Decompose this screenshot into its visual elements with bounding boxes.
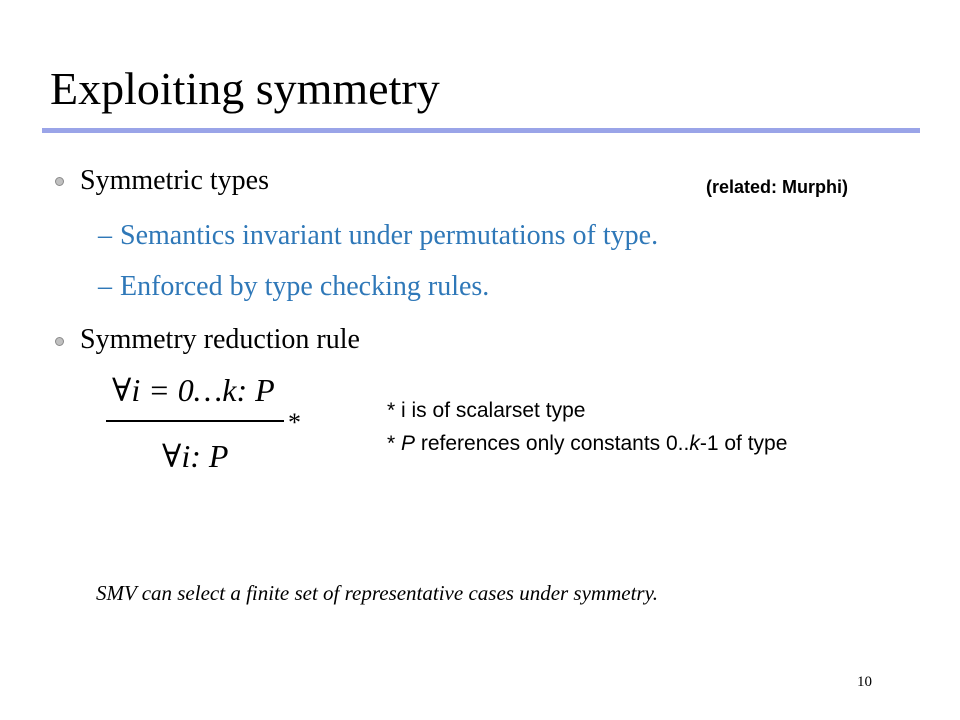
note-text: i is of scalarset type	[401, 399, 586, 422]
slide-title: Exploiting symmetry	[50, 63, 440, 114]
rule-marker: *	[288, 408, 301, 437]
forall-symbol: ∀	[112, 372, 132, 408]
note-var-k: k	[689, 432, 700, 455]
bullet-symmetry-reduction: Symmetry reduction rule	[80, 324, 360, 355]
bullet-dot-icon	[55, 177, 64, 186]
note-var-p: P	[401, 432, 416, 455]
dash-icon: –	[98, 220, 112, 251]
note-prefix: *	[387, 399, 402, 422]
side-note-scalarset	[387, 400, 585, 421]
sub-bullet-semantics	[98, 222, 658, 250]
note-text-end: -1 of type	[699, 432, 788, 455]
reduction-rule-formula	[100, 368, 320, 488]
bullet-symmetric-types: Symmetric types	[80, 165, 269, 196]
side-note-constants	[387, 433, 787, 454]
rule-premise	[112, 374, 275, 406]
bullet-dot-icon	[55, 337, 64, 346]
page-number: 10	[857, 674, 872, 690]
fraction-line	[106, 420, 284, 422]
note-text: references only constants 0..	[415, 432, 690, 455]
conclusion-body: i: P	[181, 438, 229, 474]
premise-body: i = 0…k: P	[131, 372, 275, 408]
forall-symbol: ∀	[162, 438, 182, 474]
related-note: (related: Murphi)	[706, 177, 848, 197]
rule-conclusion	[162, 440, 228, 472]
title-underline	[42, 128, 920, 133]
sub-bullet-label: Enforced by type checking rules.	[120, 271, 490, 302]
dash-icon: –	[98, 271, 112, 302]
note-prefix: *	[387, 432, 402, 455]
sub-bullet-enforced	[98, 273, 489, 301]
sub-bullet-label: Semantics invariant under permutations of type.	[120, 220, 659, 251]
summary-text: SMV can select a finite set of representative cases under symmetry.	[96, 581, 658, 605]
